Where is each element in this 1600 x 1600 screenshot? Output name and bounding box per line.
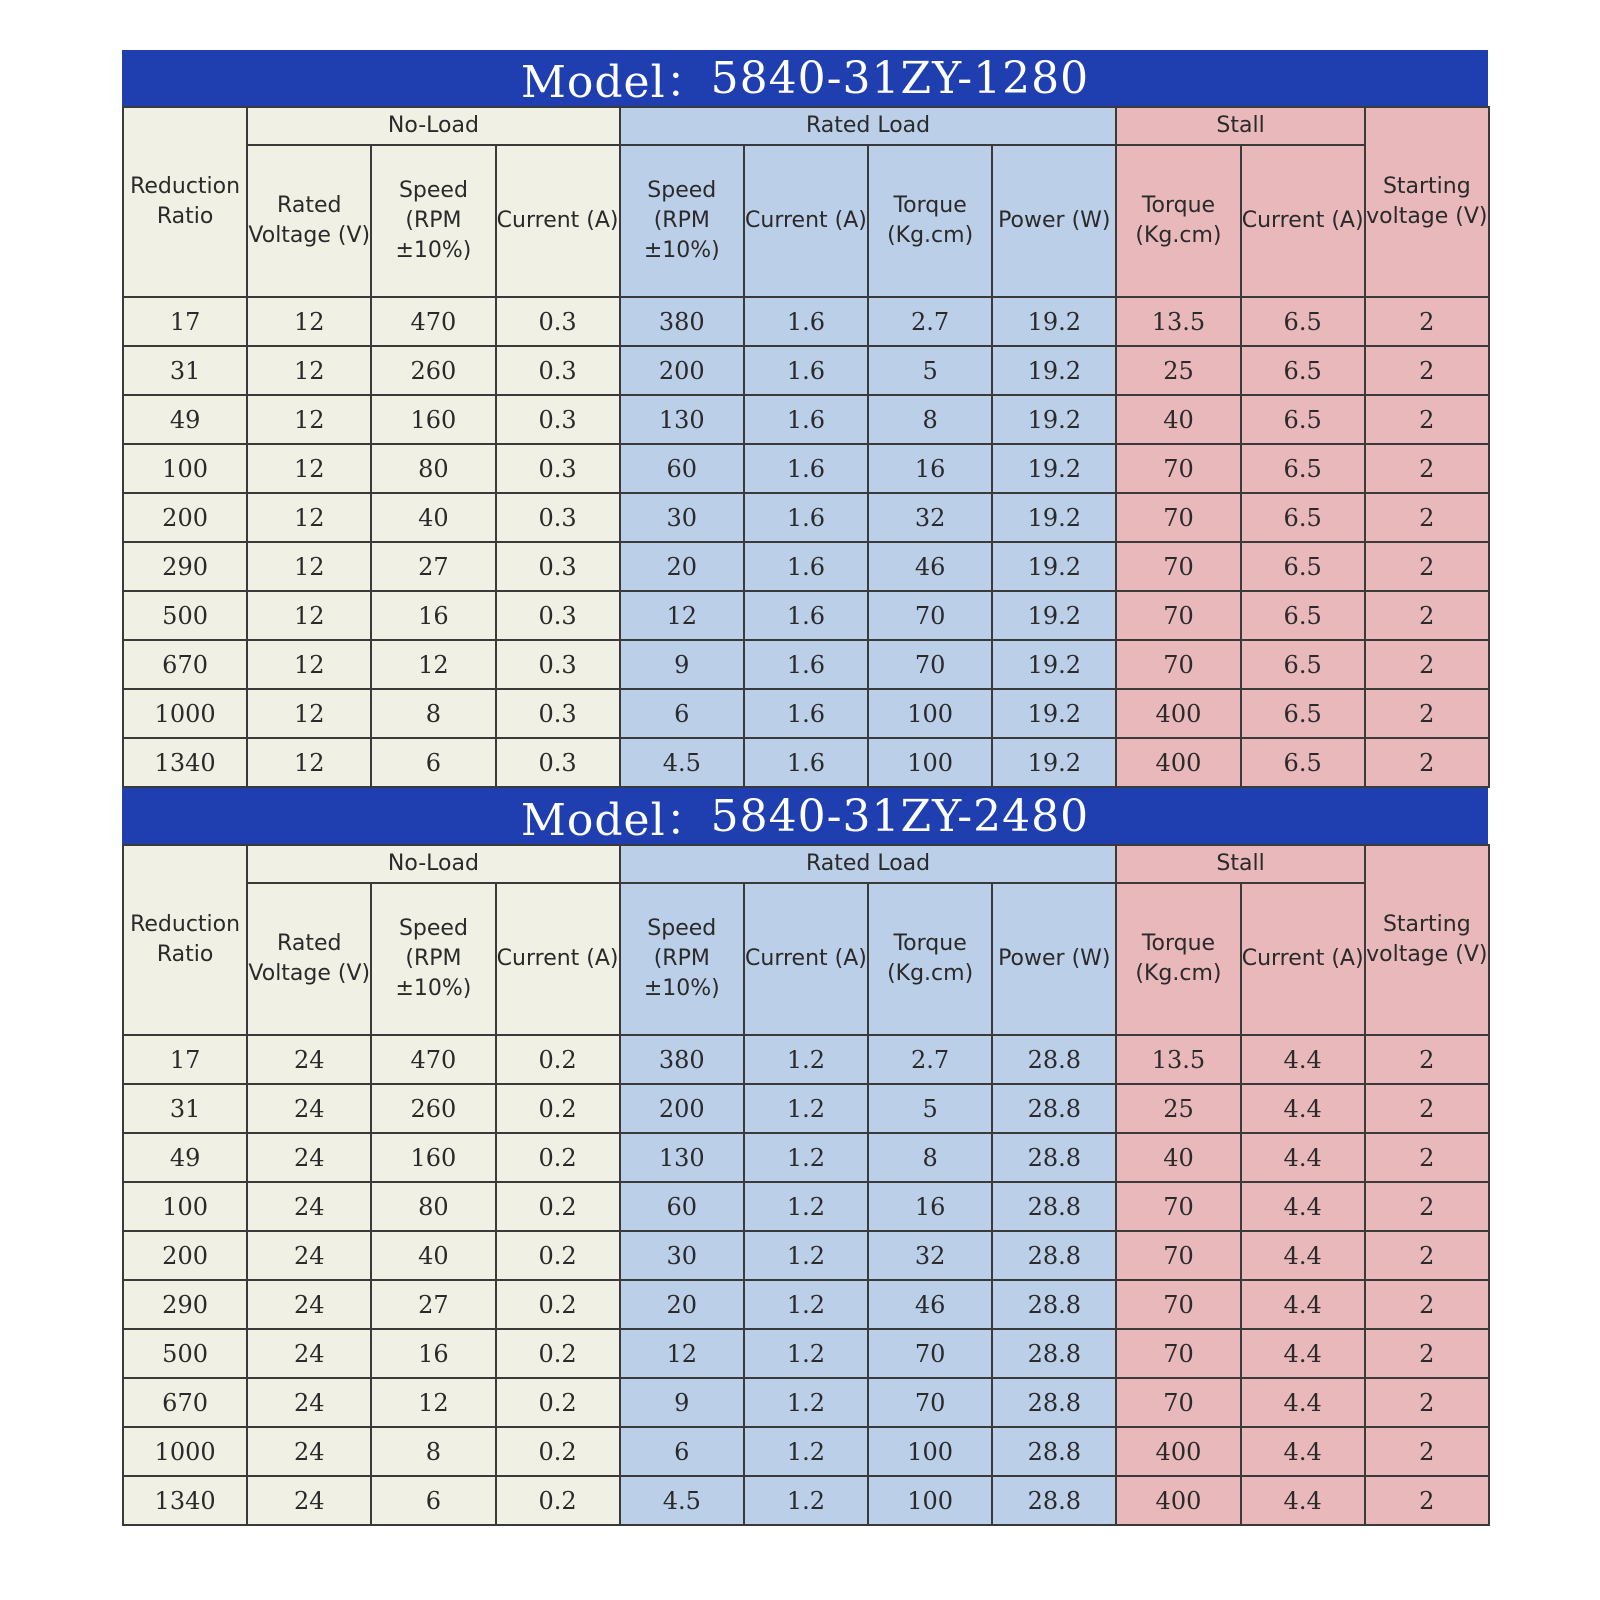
table-row [123,493,1489,542]
table-row [123,346,1489,395]
table-cell: 19.2 [992,640,1116,689]
col-header-rated-voltage: Rated Voltage (V) [247,883,371,1035]
model-name: 5840-31ZY-1280 [710,52,1090,104]
col-header-rated-power: Power (W) [992,883,1116,1035]
table-cell: 30 [620,493,744,542]
table-cell: 0.3 [496,346,620,395]
col-header-reduction-ratio: Reduction Ratio [123,845,247,1035]
table-cell: 2 [1365,395,1489,444]
table-row [123,689,1489,738]
group-header-no-load: No-Load [247,845,620,883]
table-cell: 6.5 [1241,395,1365,444]
table-cell: 28.8 [992,1280,1116,1329]
table-cell: 24 [247,1427,371,1476]
table-cell: 1.2 [744,1476,868,1525]
table-cell: 70 [1116,1378,1240,1427]
table-cell: 2 [1365,1182,1489,1231]
table-cell: 0.2 [496,1476,620,1525]
table-cell: 100 [868,738,992,787]
table-row [123,591,1489,640]
table-cell: 4.4 [1241,1231,1365,1280]
table-cell: 380 [620,1035,744,1084]
table-cell: 70 [1116,542,1240,591]
table-cell: 0.3 [496,738,620,787]
table-cell: 6.5 [1241,640,1365,689]
table-cell: 2 [1365,1231,1489,1280]
table-cell: 1.6 [744,444,868,493]
table-cell: 1.6 [744,493,868,542]
table-cell: 100 [868,1476,992,1525]
table-cell: 6.5 [1241,738,1365,787]
table-cell: 31 [123,1084,247,1133]
table-cell: 1.6 [744,395,868,444]
model-label: Model： [520,795,711,846]
table-cell: 100 [123,1182,247,1231]
table-cell: 9 [620,640,744,689]
table-row [123,1378,1489,1427]
table-cell: 19.2 [992,591,1116,640]
table-cell: 1.2 [744,1035,868,1084]
table-cell: 49 [123,1133,247,1182]
table-cell: 16 [868,1182,992,1231]
table-cell: 19.2 [992,395,1116,444]
table-cell: 13.5 [1116,1035,1240,1084]
table-cell: 1.6 [744,542,868,591]
table-cell: 290 [123,1280,247,1329]
spec-table [122,106,1490,788]
table-cell: 670 [123,1378,247,1427]
col-header-rated-current: Current (A) [744,883,868,1035]
table-cell: 70 [1116,591,1240,640]
table-cell: 500 [123,591,247,640]
table-cell: 24 [247,1476,371,1525]
table-cell: 70 [868,1329,992,1378]
table-cell: 40 [371,493,495,542]
table-cell: 60 [620,1182,744,1231]
col-header-rated-torque: Torque (Kg.cm) [868,145,992,297]
table-cell: 2 [1365,591,1489,640]
table-cell: 0.3 [496,689,620,738]
table-cell: 0.2 [496,1280,620,1329]
col-header-noload-speed: Speed (RPM ±10%) [371,145,495,297]
table-cell: 0.3 [496,591,620,640]
table-cell: 2.7 [868,297,992,346]
table-cell: 8 [868,395,992,444]
table-cell: 4.4 [1241,1084,1365,1133]
table-row [123,640,1489,689]
table-cell: 6.5 [1241,444,1365,493]
table-cell: 400 [1116,1427,1240,1476]
table-row [123,738,1489,787]
table-cell: 2 [1365,444,1489,493]
group-header-stall: Stall [1116,107,1364,145]
table-cell: 25 [1116,346,1240,395]
table-row [123,1329,1489,1378]
table-cell: 6 [620,1427,744,1476]
table-row [123,395,1489,444]
col-header-noload-current: Current (A) [496,145,620,297]
table-row [123,444,1489,493]
table-cell: 12 [247,395,371,444]
table-cell: 380 [620,297,744,346]
table-cell: 4.4 [1241,1427,1365,1476]
table-cell: 0.2 [496,1035,620,1084]
table-cell: 8 [371,689,495,738]
table-row [123,1035,1489,1084]
col-header-rated-speed: Speed (RPM ±10%) [620,145,744,297]
table-cell: 4.4 [1241,1378,1365,1427]
table-cell: 0.2 [496,1427,620,1476]
table-cell: 1.6 [744,346,868,395]
table-cell: 5 [868,1084,992,1133]
table-cell: 4.4 [1241,1035,1365,1084]
table-cell: 9 [620,1378,744,1427]
table-cell: 4.4 [1241,1476,1365,1525]
col-header-rated-voltage: Rated Voltage (V) [247,145,371,297]
table-cell: 70 [1116,493,1240,542]
table-cell: 1.2 [744,1182,868,1231]
table-cell: 27 [371,1280,495,1329]
table-cell: 1340 [123,1476,247,1525]
table-cell: 1.2 [744,1427,868,1476]
table-cell: 6 [371,738,495,787]
table-cell: 500 [123,1329,247,1378]
table-cell: 1.6 [744,297,868,346]
table-cell: 200 [620,1084,744,1133]
table-cell: 0.2 [496,1329,620,1378]
table-cell: 400 [1116,738,1240,787]
table-cell: 2 [1365,493,1489,542]
table-cell: 20 [620,542,744,591]
table-cell: 2 [1365,1035,1489,1084]
table-row [123,1133,1489,1182]
table-cell: 17 [123,1035,247,1084]
table-cell: 260 [371,1084,495,1133]
table-cell: 28.8 [992,1378,1116,1427]
table-cell: 4.4 [1241,1329,1365,1378]
table-cell: 6.5 [1241,591,1365,640]
model-title [122,788,1488,844]
table-cell: 16 [371,1329,495,1378]
table-cell: 19.2 [992,493,1116,542]
table-cell: 16 [371,591,495,640]
table-cell: 4.4 [1241,1280,1365,1329]
table-cell: 20 [620,1280,744,1329]
table-cell: 2 [1365,689,1489,738]
col-header-stall-current: Current (A) [1241,145,1365,297]
table-cell: 2 [1365,1427,1489,1476]
table-cell: 12 [247,591,371,640]
table-cell: 0.2 [496,1182,620,1231]
table-cell: 19.2 [992,738,1116,787]
group-header-stall: Stall [1116,845,1364,883]
table-cell: 17 [123,297,247,346]
table-cell: 12 [620,591,744,640]
table-cell: 12 [247,297,371,346]
table-cell: 6.5 [1241,493,1365,542]
table-cell: 130 [620,395,744,444]
table-cell: 200 [123,493,247,542]
table-cell: 70 [1116,1329,1240,1378]
table-cell: 470 [371,297,495,346]
group-header-rated-load: Rated Load [620,845,1117,883]
table-cell: 12 [371,640,495,689]
table-cell: 0.3 [496,297,620,346]
table-cell: 24 [247,1231,371,1280]
col-header-rated-speed: Speed (RPM ±10%) [620,883,744,1035]
table-cell: 2 [1365,1329,1489,1378]
table-cell: 12 [620,1329,744,1378]
table-cell: 12 [247,493,371,542]
table-cell: 49 [123,395,247,444]
table-cell: 46 [868,542,992,591]
table-cell: 2 [1365,542,1489,591]
col-header-rated-power: Power (W) [992,145,1116,297]
table-cell: 19.2 [992,346,1116,395]
table-cell: 6 [371,1476,495,1525]
table-cell: 6.5 [1241,689,1365,738]
table-cell: 2 [1365,1378,1489,1427]
table-cell: 100 [123,444,247,493]
table-cell: 4.5 [620,738,744,787]
table-cell: 60 [620,444,744,493]
table-cell: 8 [868,1133,992,1182]
tables-root [122,50,1488,1526]
table-cell: 1.6 [744,738,868,787]
table-cell: 70 [1116,1231,1240,1280]
table-cell: 260 [371,346,495,395]
table-cell: 28.8 [992,1329,1116,1378]
col-header-noload-speed: Speed (RPM ±10%) [371,883,495,1035]
table-cell: 470 [371,1035,495,1084]
table-cell: 31 [123,346,247,395]
table-cell: 24 [247,1280,371,1329]
col-header-rated-current: Current (A) [744,145,868,297]
table-cell: 1000 [123,1427,247,1476]
table-cell: 70 [868,591,992,640]
table-cell: 28.8 [992,1427,1116,1476]
table-cell: 2 [1365,1133,1489,1182]
table-cell: 32 [868,493,992,542]
table-cell: 0.3 [496,395,620,444]
table-cell: 1.2 [744,1133,868,1182]
table-row [123,1231,1489,1280]
table-cell: 28.8 [992,1476,1116,1525]
table-cell: 12 [247,689,371,738]
table-cell: 27 [371,542,495,591]
table-cell: 6 [620,689,744,738]
table-cell: 130 [620,1133,744,1182]
table-cell: 80 [371,444,495,493]
table-cell: 5 [868,346,992,395]
table-cell: 0.2 [496,1133,620,1182]
table-cell: 2 [1365,738,1489,787]
model-title [122,50,1488,106]
table-cell: 290 [123,542,247,591]
col-header-starting-voltage: Starting voltage (V) [1365,845,1489,1035]
table-cell: 2 [1365,640,1489,689]
table-cell: 2 [1365,297,1489,346]
table-cell: 0.3 [496,493,620,542]
table-row [123,1084,1489,1133]
table-row [123,1280,1489,1329]
col-header-noload-current: Current (A) [496,883,620,1035]
table-cell: 0.2 [496,1231,620,1280]
table-cell: 1000 [123,689,247,738]
table-cell: 70 [1116,1182,1240,1231]
col-header-stall-torque: Torque (Kg.cm) [1116,145,1240,297]
table-cell: 70 [1116,444,1240,493]
table-cell: 0.3 [496,542,620,591]
table-cell: 670 [123,640,247,689]
table-cell: 12 [247,346,371,395]
table-cell: 1.6 [744,689,868,738]
table-cell: 400 [1116,1476,1240,1525]
table-cell: 24 [247,1035,371,1084]
table-cell: 1.6 [744,591,868,640]
table-cell: 100 [868,689,992,738]
table-cell: 25 [1116,1084,1240,1133]
table-cell: 28.8 [992,1035,1116,1084]
table-cell: 200 [620,346,744,395]
table-cell: 2 [1365,346,1489,395]
table-cell: 13.5 [1116,297,1240,346]
spec-sheet [122,50,1488,1526]
table-cell: 28.8 [992,1084,1116,1133]
table-row [123,1182,1489,1231]
table-cell: 0.3 [496,640,620,689]
table-cell: 1.2 [744,1329,868,1378]
table-row [123,297,1489,346]
table-cell: 46 [868,1280,992,1329]
table-cell: 4.4 [1241,1133,1365,1182]
col-header-starting-voltage: Starting voltage (V) [1365,107,1489,297]
col-header-stall-current: Current (A) [1241,883,1365,1035]
table-row [123,542,1489,591]
table-cell: 24 [247,1182,371,1231]
model-name: 5840-31ZY-2480 [710,790,1090,842]
table-cell: 32 [868,1231,992,1280]
table-cell: 1.2 [744,1280,868,1329]
table-cell: 160 [371,395,495,444]
table-cell: 24 [247,1378,371,1427]
table-cell: 40 [1116,395,1240,444]
table-cell: 6.5 [1241,346,1365,395]
table-cell: 30 [620,1231,744,1280]
table-cell: 19.2 [992,444,1116,493]
table-cell: 0.2 [496,1084,620,1133]
col-header-reduction-ratio: Reduction Ratio [123,107,247,297]
table-cell: 40 [371,1231,495,1280]
table-cell: 1340 [123,738,247,787]
table-cell: 2.7 [868,1035,992,1084]
table-cell: 19.2 [992,689,1116,738]
table-cell: 4.4 [1241,1182,1365,1231]
table-cell: 1.2 [744,1378,868,1427]
table-cell: 16 [868,444,992,493]
table-cell: 200 [123,1231,247,1280]
table-cell: 100 [868,1427,992,1476]
group-header-rated-load: Rated Load [620,107,1117,145]
table-cell: 2 [1365,1280,1489,1329]
table-cell: 70 [1116,640,1240,689]
table-cell: 19.2 [992,542,1116,591]
col-header-rated-torque: Torque (Kg.cm) [868,883,992,1035]
table-cell: 12 [247,542,371,591]
table-cell: 0.3 [496,444,620,493]
table-cell: 28.8 [992,1182,1116,1231]
table-cell: 24 [247,1084,371,1133]
table-cell: 1.2 [744,1084,868,1133]
table-cell: 19.2 [992,297,1116,346]
table-row [123,1427,1489,1476]
table-cell: 12 [371,1378,495,1427]
table-row [123,1476,1489,1525]
table-cell: 80 [371,1182,495,1231]
table-cell: 6.5 [1241,297,1365,346]
table-cell: 12 [247,738,371,787]
table-cell: 70 [868,1378,992,1427]
table-cell: 24 [247,1133,371,1182]
table-cell: 400 [1116,689,1240,738]
table-cell: 4.5 [620,1476,744,1525]
table-cell: 1.2 [744,1231,868,1280]
table-cell: 1.6 [744,640,868,689]
model-label: Model： [520,57,711,108]
table-cell: 70 [1116,1280,1240,1329]
table-cell: 6.5 [1241,542,1365,591]
table-cell: 28.8 [992,1231,1116,1280]
table-cell: 12 [247,640,371,689]
table-cell: 2 [1365,1476,1489,1525]
table-cell: 28.8 [992,1133,1116,1182]
spec-table [122,844,1490,1526]
table-cell: 12 [247,444,371,493]
table-cell: 8 [371,1427,495,1476]
table-cell: 70 [868,640,992,689]
table-cell: 0.2 [496,1378,620,1427]
table-cell: 160 [371,1133,495,1182]
table-cell: 24 [247,1329,371,1378]
table-cell: 40 [1116,1133,1240,1182]
table-cell: 2 [1365,1084,1489,1133]
group-header-no-load: No-Load [247,107,620,145]
col-header-stall-torque: Torque (Kg.cm) [1116,883,1240,1035]
